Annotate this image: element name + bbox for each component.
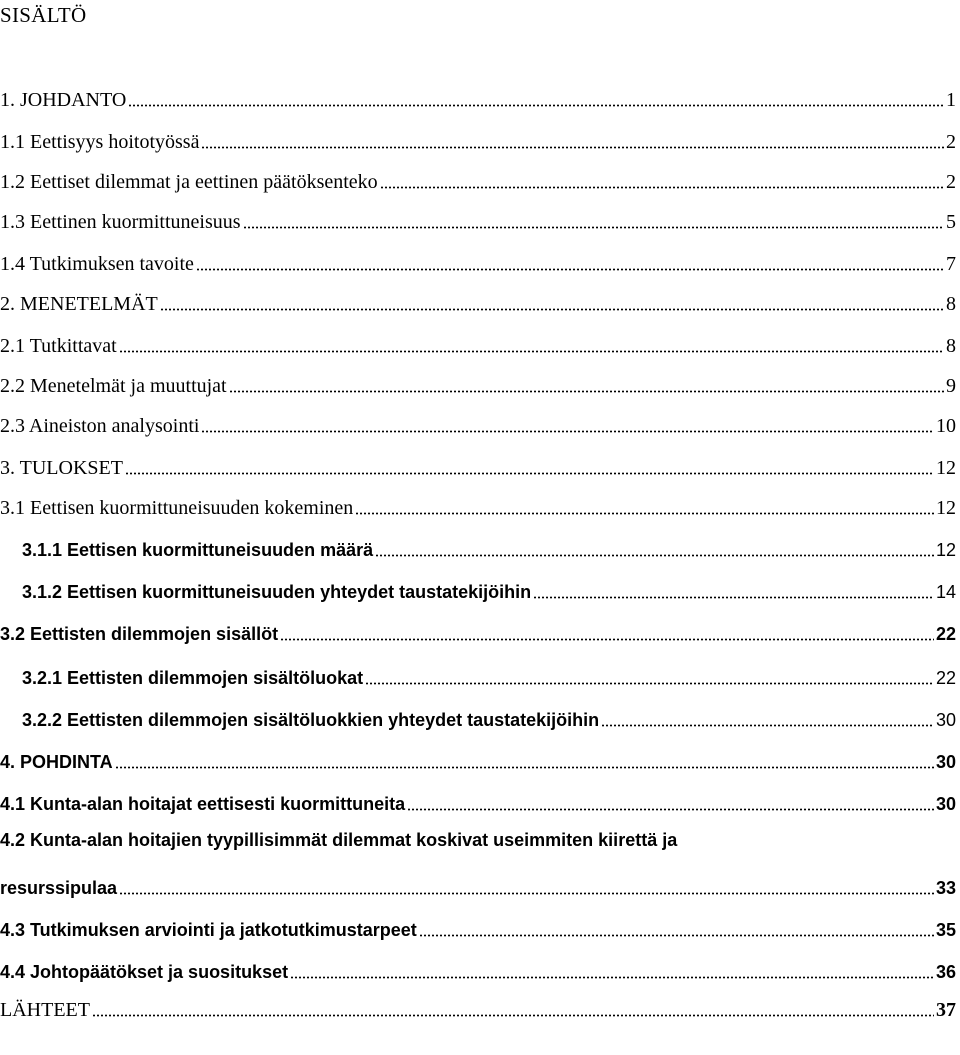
dot-leader	[196, 268, 944, 271]
toc-entry-page: 10	[936, 415, 956, 437]
dot-leader	[128, 104, 944, 107]
dot-leader	[533, 596, 934, 599]
toc-entry-tyypillisimmat-dilemmat[interactable]	[0, 874, 956, 900]
toc-entry-page: 9	[946, 375, 956, 397]
dot-leader	[365, 682, 934, 685]
toc-entry-pohdinta[interactable]	[0, 748, 956, 774]
toc-entry-menetelmat-ja-muuttujat[interactable]	[0, 372, 956, 398]
dot-leader	[115, 766, 934, 769]
toc-entry-eettinen-kuormittuneisuus[interactable]	[0, 208, 956, 234]
toc-entry-label: 2. MENETELMÄT	[0, 293, 158, 315]
toc-entry-sisaltoluokat[interactable]	[22, 664, 956, 690]
toc-entry-dilemmojen-sisallot[interactable]	[0, 620, 956, 646]
page-title: SISÄLTÖ	[0, 3, 87, 27]
dot-leader	[201, 146, 944, 149]
toc-entry-page: 22	[935, 624, 956, 644]
dot-leader	[407, 808, 934, 811]
toc-entry-kuormittuneisuuden-yhteydet[interactable]	[22, 578, 956, 604]
toc-entry-label: 3.2 Eettisten dilemmojen sisällöt	[0, 624, 279, 644]
toc-entry-tulokset[interactable]	[0, 454, 956, 480]
toc-entry-label: 2.1 Tutkittavat	[0, 335, 117, 357]
toc-entry-page: 14	[935, 582, 956, 602]
toc-entry-page: 12	[936, 497, 956, 519]
toc-entry-page: 35	[935, 920, 956, 940]
dot-leader	[119, 892, 934, 895]
dot-leader	[119, 350, 944, 353]
toc-entry-label: LÄHTEET	[0, 999, 90, 1021]
toc-entry-label: 3. TULOKSET	[0, 457, 123, 479]
toc-entry-lahteet[interactable]	[0, 996, 956, 1022]
toc-entry-johtopaatokset[interactable]	[0, 958, 956, 984]
toc-entry-eettisyys[interactable]	[0, 128, 956, 154]
toc-entry-sisaltoluokkien-yhteydet[interactable]	[22, 706, 956, 732]
toc-entry-label: 3.1 Eettisen kuormittuneisuuden kokeminen	[0, 497, 354, 519]
toc-entry-page: 30	[935, 710, 956, 730]
toc-entry-tutkimuksen-tavoite[interactable]	[0, 250, 956, 276]
dot-leader	[419, 934, 934, 937]
toc-entry-page: 2	[946, 171, 956, 193]
toc-entry-hoitajat-kuormittuneita[interactable]	[0, 790, 956, 816]
toc-entry-menetelmat[interactable]	[0, 290, 956, 316]
toc-entry-page: 8	[946, 335, 956, 357]
toc-entry-johdanto[interactable]	[0, 86, 956, 112]
toc-entry-label: 1.4 Tutkimuksen tavoite	[0, 253, 194, 275]
dot-leader	[601, 724, 934, 727]
toc-entry-tutkittavat[interactable]	[0, 332, 956, 358]
dot-leader	[280, 638, 934, 641]
toc-entry-page: 30	[935, 752, 956, 772]
dot-leader	[201, 430, 934, 433]
dot-leader	[229, 390, 944, 393]
toc-entry-label: 4. POHDINTA	[0, 752, 113, 772]
dot-leader	[375, 554, 934, 557]
toc-entry-page: 30	[935, 794, 956, 814]
toc-entry-page: 12	[936, 457, 956, 479]
toc-entry-label: 3.2.1 Eettisten dilemmojen sisältöluokat	[22, 668, 364, 688]
toc-entry-page: 37	[936, 999, 956, 1021]
toc-entry-label: 2.3 Aineiston analysointi	[0, 415, 200, 437]
dot-leader	[290, 976, 934, 979]
toc-entry-label: 4.3 Tutkimuksen arviointi ja jatkotutkimustarpeet	[0, 920, 417, 940]
toc-entry-label: 1. JOHDANTO	[0, 89, 127, 111]
dot-leader	[380, 186, 944, 189]
toc-entry-page: 22	[935, 668, 956, 688]
toc-entry-tutkimuksen-arviointi[interactable]	[0, 916, 956, 942]
toc-entry-page: 36	[935, 962, 956, 982]
toc-entry-label: 3.1.1 Eettisen kuormittuneisuuden määrä	[22, 540, 374, 560]
dot-leader	[355, 512, 934, 515]
dot-leader	[160, 308, 944, 311]
toc-entry-label: resurssipulaa	[0, 878, 118, 898]
toc-entry-tyypillisimmat-dilemmat-line1[interactable]: 4.2 Kunta-alan hoitajien tyypillisimmät dilemmat koskivat useimmiten kiirettä ja	[0, 830, 678, 850]
toc-entry-label: 4.4 Johtopäätökset ja suositukset	[0, 962, 289, 982]
toc-entry-label: 4.1 Kunta-alan hoitajat eettisesti kuormittuneita	[0, 794, 406, 814]
dot-leader	[92, 1014, 934, 1017]
toc-entry-page: 33	[935, 878, 956, 898]
dot-leader	[125, 472, 934, 475]
toc-entry-label: 3.2.2 Eettisten dilemmojen sisältöluokkien yhteydet taustatekijöihin	[22, 710, 600, 730]
toc-entry-label: 2.2 Menetelmät ja muuttujat	[0, 375, 227, 397]
toc-entry-page: 8	[946, 293, 956, 315]
toc-entry-label: 1.2 Eettiset dilemmat ja eettinen päätöksenteko	[0, 171, 378, 193]
toc-entry-label: 1.1 Eettisyys hoitotyössä	[0, 131, 200, 153]
toc-entry-page: 1	[946, 89, 956, 111]
toc-entry-aineiston-analysointi[interactable]	[0, 412, 956, 438]
toc-entry-eettiset-dilemmat[interactable]	[0, 168, 956, 194]
toc-entry-page: 2	[946, 131, 956, 153]
dot-leader	[243, 226, 944, 229]
toc-entry-page: 5	[946, 211, 956, 233]
toc-entry-page: 12	[935, 540, 956, 560]
toc-entry-label: 3.1.2 Eettisen kuormittuneisuuden yhteydet taustatekijöihin	[22, 582, 532, 602]
toc-entry-label: 1.3 Eettinen kuormittuneisuus	[0, 211, 241, 233]
toc-entry-kuormittuneisuuden-kokeminen[interactable]	[0, 494, 956, 520]
toc-entry-page: 7	[946, 253, 956, 275]
toc-entry-kuormittuneisuuden-maara[interactable]	[22, 536, 956, 562]
